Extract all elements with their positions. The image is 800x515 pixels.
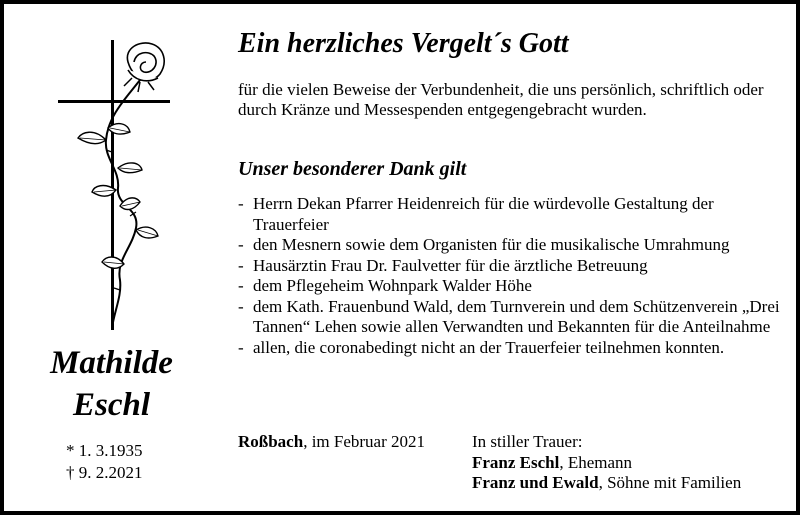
list-item <box>238 297 793 338</box>
death-date: † 9. 2.2021 <box>66 463 143 482</box>
mourner-relation: , Söhne mit Familien <box>598 473 742 492</box>
list-item <box>238 256 793 277</box>
cross-with-rose-icon <box>48 40 178 330</box>
list-item <box>238 338 793 359</box>
life-dates <box>66 440 143 484</box>
mourner-relation: , Ehemann <box>559 452 633 472</box>
birth-date: * 1. 3.1935 <box>66 441 143 460</box>
thanks-list <box>238 194 793 358</box>
mourning-intro: In stiller Trauer: <box>472 432 583 451</box>
mourner-line <box>472 473 741 494</box>
left-column <box>4 4 219 511</box>
list-dash: - <box>238 296 244 316</box>
list-dash: - <box>238 255 244 275</box>
deceased-last-name: Eschl <box>72 387 151 423</box>
list-dash: - <box>238 337 244 357</box>
date-text: , im Februar 2021 <box>303 432 426 451</box>
list-item-text: dem Kath. Frauenbund Wald, dem Turnverein und dem Schützenverein „Drei Tannen“ Lehen sowie allen Verwandten und Bekannten für die Anteilnahme <box>253 296 780 336</box>
list-dash: - <box>238 194 244 213</box>
list-item-text: Hausärztin Frau Dr. Faulvetter für die ärztliche Betreuung <box>253 255 648 275</box>
list-dash: - <box>238 276 244 295</box>
list-item-text: den Mesnern sowie dem Organisten für die musikalische Umrahmung <box>253 235 730 254</box>
list-item-text: allen, die coronabedingt nicht an der Trauerfeier teilnehmen konnten. <box>253 337 725 357</box>
mourner-name: Franz Eschl <box>472 452 560 472</box>
list-item-text: Herrn Dekan Pfarrer Heidenreich für die würdevolle Gestaltung der Trauerfeier <box>253 194 714 234</box>
intro-text: für die vielen Beweise der Verbundenheit, die uns persönlich, schriftlich oder durch Kränze und Messespenden entgegengebracht wurden. <box>238 80 764 119</box>
list-dash: - <box>238 235 244 254</box>
list-item <box>238 235 793 256</box>
place: Roßbach <box>238 432 304 451</box>
list-item <box>238 194 793 235</box>
mourning-signature <box>472 432 741 494</box>
deceased-first-name: Mathilde <box>50 345 173 381</box>
place-date <box>238 432 425 452</box>
thanks-subheading: Unser besonderer Dank gilt <box>238 158 467 180</box>
list-item <box>238 276 793 297</box>
list-item-text: dem Pflegeheim Wohnpark Walder Höhe <box>253 276 532 295</box>
mourner-name: Franz und Ewald <box>472 473 599 492</box>
headline: Ein herzliches Vergelt´s Gott <box>238 28 569 59</box>
mourner-line <box>472 453 741 474</box>
